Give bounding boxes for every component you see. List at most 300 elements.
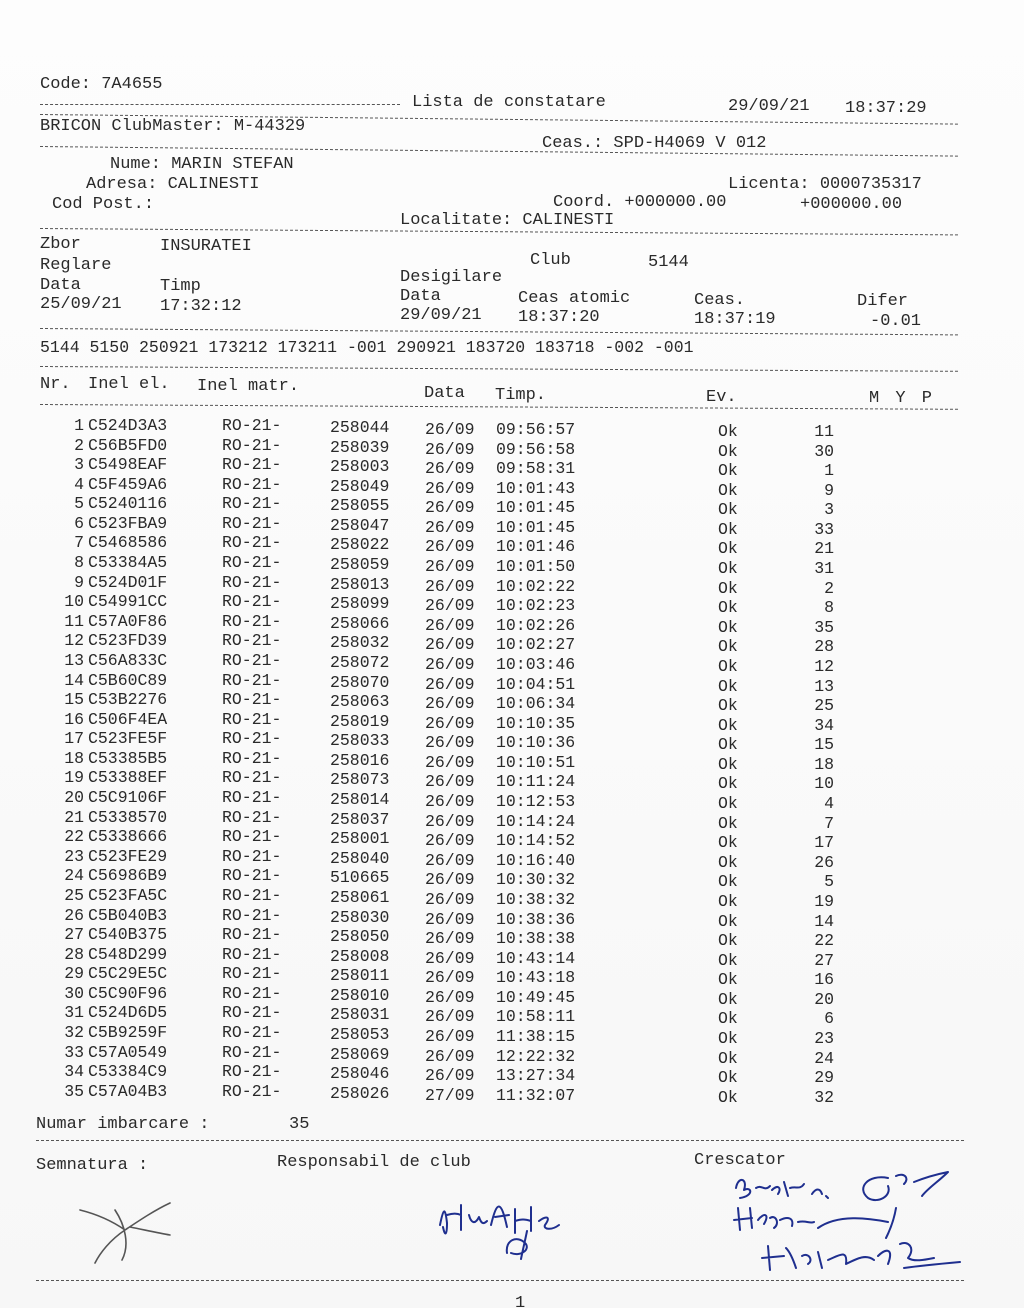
- divider: [40, 104, 400, 105]
- table-row: [0, 866, 1024, 892]
- divider: [36, 1140, 964, 1141]
- position: 18: [814, 754, 834, 774]
- row-number: 26: [64, 905, 84, 925]
- ring-number: 258053: [330, 1024, 390, 1044]
- arrival-date: 26/09: [425, 929, 475, 949]
- electronic-ring: C56B5FD0: [88, 435, 168, 455]
- ring-series: RO-21-: [222, 846, 282, 866]
- ring-series: RO-21-: [222, 768, 282, 788]
- position: 12: [814, 656, 834, 676]
- ring-number: 258044: [330, 418, 390, 437]
- arrival-time: 10:01:43: [496, 478, 576, 498]
- ring-number: 258011: [330, 966, 390, 986]
- locality-label: Localitate: CALINESTI: [400, 211, 615, 230]
- page-number: 1: [515, 1294, 526, 1313]
- row-number: 13: [64, 650, 84, 670]
- arrival-time: 09:56:58: [496, 439, 576, 459]
- ring-number: 258040: [330, 848, 390, 868]
- arrival-time: 11:32:07: [496, 1085, 576, 1105]
- reglare-label: Reglare: [40, 256, 112, 275]
- arrival-date: 26/09: [425, 909, 475, 929]
- ring-series: RO-21-: [222, 905, 282, 925]
- ring-number: 258073: [330, 770, 390, 790]
- ring-number: 258049: [330, 476, 390, 496]
- arrival-time: 10:11:24: [496, 772, 576, 792]
- ring-series: RO-21-: [222, 944, 282, 964]
- position: 5: [824, 872, 834, 892]
- row-number: 35: [64, 1081, 84, 1101]
- row-number: 33: [64, 1042, 84, 1062]
- event-status: Ok: [718, 950, 738, 970]
- electronic-ring: C524D3A3: [88, 416, 168, 435]
- event-status: Ok: [718, 1068, 738, 1088]
- table-row: [0, 611, 1024, 637]
- table-row: [0, 650, 1024, 676]
- event-status: Ok: [718, 422, 738, 441]
- arrival-date: 26/09: [425, 1007, 475, 1027]
- atomic-clock-label: Ceas atomic: [518, 289, 631, 308]
- col-header-inel-el: Inel el.: [88, 375, 170, 394]
- ring-series: RO-21-: [222, 1062, 282, 1082]
- event-status: Ok: [718, 989, 738, 1009]
- ring-series: RO-21-: [222, 788, 282, 808]
- header-date: 29/09/21: [728, 97, 810, 116]
- ring-series: RO-21-: [222, 513, 282, 533]
- table-row: [0, 709, 1024, 735]
- event-status: Ok: [718, 833, 738, 853]
- row-number: 34: [64, 1062, 84, 1082]
- ring-series: RO-21-: [222, 983, 282, 1003]
- row-number: 20: [64, 788, 84, 808]
- ring-number: 258061: [330, 887, 390, 907]
- table-row: [0, 494, 1024, 520]
- arrival-time: 10:02:27: [496, 635, 576, 655]
- arrival-time: 10:02:23: [496, 596, 576, 616]
- position: 23: [814, 1028, 834, 1048]
- position: 32: [814, 1087, 834, 1107]
- row-number: 4: [74, 474, 84, 494]
- clubmaster-label: BRICON ClubMaster: M-44329: [40, 117, 306, 136]
- ring-series: RO-21-: [222, 533, 282, 553]
- event-status: Ok: [718, 676, 738, 696]
- event-status: Ok: [718, 696, 738, 716]
- arrival-date: 26/09: [425, 694, 475, 714]
- event-status: Ok: [718, 637, 738, 657]
- event-status: Ok: [718, 519, 738, 539]
- clock-label: Ceas.: [694, 291, 746, 310]
- event-status: Ok: [718, 559, 738, 579]
- event-status: Ok: [718, 500, 738, 520]
- col-header-nr: Nr.: [40, 375, 71, 394]
- event-status: Ok: [718, 1087, 738, 1107]
- ring-series: RO-21-: [222, 1022, 282, 1042]
- clock-value: 18:37:19: [694, 310, 776, 329]
- row-number: 7: [74, 533, 84, 553]
- table-row: [0, 885, 1024, 911]
- ceas-label: Ceas.: SPD-H4069 V 012: [542, 134, 767, 153]
- difference-label: Difer: [857, 292, 909, 311]
- arrival-date: 26/09: [425, 517, 475, 537]
- row-number: 15: [64, 690, 84, 710]
- position: 35: [814, 617, 834, 637]
- electronic-ring: C53384A5: [88, 553, 168, 573]
- document-title: Lista de constatare: [412, 93, 606, 112]
- event-status: Ok: [718, 1009, 738, 1029]
- row-number: 29: [64, 964, 84, 984]
- electronic-ring: C5498EAF: [88, 455, 168, 475]
- owner-address: Adresa: CALINESTI: [86, 175, 260, 194]
- arrival-time: 10:14:24: [496, 811, 576, 831]
- arrival-date: 26/09: [425, 596, 475, 616]
- ring-series: RO-21-: [222, 611, 282, 631]
- arrival-time: 10:04:51: [496, 674, 576, 694]
- position: 2: [824, 578, 834, 598]
- arrival-time: 10:12:53: [496, 792, 576, 812]
- arrival-time: 10:14:52: [496, 831, 576, 851]
- electronic-ring: C53B2276: [88, 690, 168, 710]
- electronic-ring: C53384C9: [88, 1062, 168, 1082]
- event-status: Ok: [718, 617, 738, 637]
- arrival-date: 26/09: [425, 1046, 475, 1066]
- arrival-time: 10:30:32: [496, 870, 576, 890]
- ring-series: RO-21-: [222, 827, 282, 847]
- ring-number: 258069: [330, 1044, 390, 1064]
- event-status: Ok: [718, 891, 738, 911]
- event-status: Ok: [718, 931, 738, 951]
- row-number: 18: [64, 748, 84, 768]
- table-row: [0, 1003, 1024, 1029]
- owner-name: Nume: MARIN STEFAN: [110, 155, 294, 174]
- event-status: Ok: [718, 813, 738, 833]
- ring-number: 258033: [330, 731, 390, 751]
- ring-series: RO-21-: [222, 748, 282, 768]
- table-row: [0, 788, 1024, 814]
- ring-number: 258019: [330, 711, 390, 731]
- arrival-time: 10:06:34: [496, 694, 576, 714]
- event-status: Ok: [718, 794, 738, 814]
- postal-code-label: Cod Post.:: [52, 195, 155, 214]
- electronic-ring: C53388EF: [88, 768, 168, 788]
- row-number: 32: [64, 1022, 84, 1042]
- table-row: [0, 983, 1024, 1009]
- club-responsible-signature: [435, 1185, 595, 1265]
- divider: [40, 328, 958, 335]
- position: 8: [824, 598, 834, 618]
- signature-label: Semnatura :: [36, 1156, 149, 1175]
- flight-label: Zbor: [40, 235, 81, 254]
- arrival-time: 10:02:22: [496, 576, 576, 596]
- electronic-ring: C524D01F: [88, 572, 168, 592]
- row-number: 8: [74, 553, 84, 573]
- electronic-ring: C523FD39: [88, 631, 168, 651]
- table-row: [0, 533, 1024, 559]
- col-header-inel-matr: Inel matr.: [197, 377, 300, 396]
- electronic-ring: C540B375: [88, 925, 168, 945]
- table-row: [0, 827, 1024, 853]
- arrival-date: 26/09: [425, 459, 475, 479]
- arrival-time: 10:01:45: [496, 498, 576, 518]
- arrival-time: 10:01:45: [496, 517, 576, 537]
- position: 14: [814, 911, 834, 931]
- table-row: [0, 435, 1024, 461]
- electronic-ring: C5468586: [88, 533, 168, 553]
- arrival-date: 26/09: [425, 576, 475, 596]
- electronic-ring: C5F459A6: [88, 474, 168, 494]
- electronic-ring: C57A0549: [88, 1042, 168, 1062]
- position: 17: [814, 833, 834, 853]
- table-row: [0, 416, 1024, 441]
- arrival-date: 26/09: [425, 792, 475, 812]
- arrival-time: 12:22:32: [496, 1046, 576, 1066]
- arrival-time: 09:56:57: [496, 420, 576, 439]
- arrival-time: 10:02:26: [496, 615, 576, 635]
- ring-number: 258037: [330, 809, 390, 829]
- arrival-date: 26/09: [425, 752, 475, 772]
- arrival-date: 26/09: [425, 557, 475, 577]
- numar-imbarcare-label: Numar imbarcare :: [36, 1115, 210, 1134]
- position: 20: [814, 989, 834, 1009]
- ring-series: RO-21-: [222, 474, 282, 494]
- arrival-time: 10:43:14: [496, 948, 576, 968]
- arrival-date: 26/09: [425, 537, 475, 557]
- divider: [40, 366, 958, 372]
- electronic-ring: C57A0F86: [88, 611, 168, 631]
- electronic-ring: C523FE29: [88, 846, 168, 866]
- event-status: Ok: [718, 970, 738, 990]
- position: 34: [814, 715, 834, 735]
- electronic-ring: C5B60C89: [88, 670, 168, 690]
- position: 19: [814, 891, 834, 911]
- flight-value: INSURATEI: [160, 237, 252, 256]
- ring-series: RO-21-: [222, 729, 282, 749]
- arrival-time: 10:01:50: [496, 557, 576, 577]
- ring-series: RO-21-: [222, 925, 282, 945]
- desigilare-label: Desigilare: [400, 268, 503, 287]
- ring-number: 258022: [330, 535, 390, 555]
- ring-number: 258059: [330, 555, 390, 575]
- reglare-timp-label: Timp: [160, 277, 201, 296]
- event-status: Ok: [718, 852, 738, 872]
- electronic-ring: C524D6D5: [88, 1003, 168, 1023]
- table-row: [0, 846, 1024, 872]
- coordinates-value: +000000.00: [800, 195, 903, 214]
- ring-series: RO-21-: [222, 650, 282, 670]
- electronic-ring: C56986B9: [88, 866, 168, 886]
- position: 22: [814, 931, 834, 951]
- position: 28: [814, 637, 834, 657]
- electronic-ring: C57A04B3: [88, 1081, 168, 1101]
- position: 21: [814, 539, 834, 559]
- ring-number: 258013: [330, 574, 390, 594]
- arrival-date: 26/09: [425, 811, 475, 831]
- difference-value: -0.01: [870, 312, 922, 331]
- row-number: 22: [64, 827, 84, 847]
- ring-series: RO-21-: [222, 455, 282, 475]
- row-number: 21: [64, 807, 84, 827]
- arrival-date: 26/09: [425, 615, 475, 635]
- arrival-date: 26/09: [425, 420, 475, 439]
- event-status: Ok: [718, 480, 738, 500]
- table-row: [0, 631, 1024, 657]
- arrival-date: 27/09: [425, 1085, 475, 1105]
- event-status: Ok: [718, 441, 738, 461]
- row-number: 2: [74, 435, 84, 455]
- arrival-date: 26/09: [425, 987, 475, 1007]
- electronic-ring: C5C90F96: [88, 983, 168, 1003]
- ring-series: RO-21-: [222, 572, 282, 592]
- ring-number: 258016: [330, 750, 390, 770]
- electronic-ring: C523FE5F: [88, 729, 168, 749]
- arrival-time: 10:38:32: [496, 889, 576, 909]
- row-number: 27: [64, 925, 84, 945]
- ring-number: 258030: [330, 907, 390, 927]
- ring-number: 258099: [330, 594, 390, 614]
- row-number: 6: [74, 513, 84, 533]
- signature-mark: [70, 1185, 180, 1265]
- arrival-date: 26/09: [425, 889, 475, 909]
- row-number: 16: [64, 709, 84, 729]
- event-status: Ok: [718, 539, 738, 559]
- table-row: [0, 905, 1024, 931]
- electronic-ring: C5B040B3: [88, 905, 168, 925]
- arrival-date: 26/09: [425, 635, 475, 655]
- event-status: Ok: [718, 578, 738, 598]
- table-row: [0, 1062, 1024, 1088]
- table-row: [0, 1022, 1024, 1048]
- atomic-clock-value: 18:37:20: [518, 308, 600, 327]
- position: 24: [814, 1048, 834, 1068]
- table-row: [0, 1081, 1024, 1107]
- position: 1: [824, 461, 834, 481]
- table-row: [0, 572, 1024, 598]
- electronic-ring: C53385B5: [88, 748, 168, 768]
- ring-series: RO-21-: [222, 631, 282, 651]
- reglare-data-label: Data: [40, 276, 81, 295]
- arrival-date: 26/09: [425, 674, 475, 694]
- event-status: Ok: [718, 461, 738, 481]
- table-row: [0, 1042, 1024, 1068]
- ring-number: 258026: [330, 1083, 390, 1103]
- ring-number: 258039: [330, 437, 390, 457]
- ring-number: 258072: [330, 652, 390, 672]
- table-row: [0, 513, 1024, 539]
- row-number: 25: [64, 885, 84, 905]
- table-row: [0, 729, 1024, 755]
- row-number: 11: [64, 611, 84, 631]
- ring-number: 258055: [330, 496, 390, 516]
- position: 31: [814, 559, 834, 579]
- row-number: 31: [64, 1003, 84, 1023]
- ring-series: RO-21-: [222, 885, 282, 905]
- code-line: 5144 5150 250921 173212 173211 -001 290921 183720 183718 -002 -001: [40, 338, 694, 357]
- arrival-date: 26/09: [425, 850, 475, 870]
- ring-series: RO-21-: [222, 494, 282, 514]
- ring-number: 510665: [330, 868, 390, 888]
- arrival-date: 26/09: [425, 439, 475, 459]
- electronic-ring: C5338570: [88, 807, 168, 827]
- electronic-ring: C5338666: [88, 827, 168, 847]
- arrival-date: 26/09: [425, 1066, 475, 1086]
- position: 15: [814, 735, 834, 755]
- ring-series: RO-21-: [222, 709, 282, 729]
- position: 6: [824, 1009, 834, 1029]
- ring-series: RO-21-: [222, 416, 282, 435]
- electronic-ring: C506F4EA: [88, 709, 168, 729]
- arrival-time: 10:38:36: [496, 909, 576, 929]
- position: 25: [814, 696, 834, 716]
- ring-series: RO-21-: [222, 1081, 282, 1101]
- col-header-data: Data: [424, 384, 465, 403]
- arrival-time: 10:16:40: [496, 850, 576, 870]
- event-status: Ok: [718, 735, 738, 755]
- event-status: Ok: [718, 872, 738, 892]
- position: 26: [814, 852, 834, 872]
- electronic-ring: C523FBA9: [88, 513, 168, 533]
- table-row: [0, 690, 1024, 716]
- arrival-time: 10:43:18: [496, 968, 576, 988]
- electronic-ring: C5240116: [88, 494, 168, 514]
- table-row: [0, 455, 1024, 481]
- row-number: 10: [64, 592, 84, 612]
- row-number: 5: [74, 494, 84, 514]
- ring-series: RO-21-: [222, 964, 282, 984]
- ring-number: 258032: [330, 633, 390, 653]
- electronic-ring: C54991CC: [88, 592, 168, 612]
- position: 4: [824, 794, 834, 814]
- ring-series: RO-21-: [222, 866, 282, 886]
- event-status: Ok: [718, 1028, 738, 1048]
- row-number: 24: [64, 866, 84, 886]
- desigilare-date: 29/09/21: [400, 306, 482, 325]
- table-row: [0, 748, 1024, 774]
- row-number: 23: [64, 846, 84, 866]
- desigilare-data-label: Data: [400, 287, 441, 306]
- row-number: 9: [74, 572, 84, 592]
- row-number: 28: [64, 944, 84, 964]
- position: 27: [814, 950, 834, 970]
- row-number: 12: [64, 631, 84, 651]
- arrival-time: 10:10:51: [496, 752, 576, 772]
- electronic-ring: C523FA5C: [88, 885, 168, 905]
- row-number: 30: [64, 983, 84, 1003]
- ring-number: 258008: [330, 946, 390, 966]
- table-row: [0, 553, 1024, 579]
- ring-series: RO-21-: [222, 670, 282, 690]
- position: 3: [824, 500, 834, 520]
- ring-number: 258050: [330, 927, 390, 947]
- table-row: [0, 592, 1024, 618]
- arrival-date: 26/09: [425, 478, 475, 498]
- ring-number: 258063: [330, 692, 390, 712]
- electronic-ring: C56A833C: [88, 650, 168, 670]
- col-header-ev: Ev.: [706, 388, 737, 407]
- position: 33: [814, 519, 834, 539]
- row-number: 19: [64, 768, 84, 788]
- electronic-ring: C548D299: [88, 944, 168, 964]
- table-row: [0, 474, 1024, 500]
- ring-number: 258001: [330, 829, 390, 849]
- table-row: [0, 925, 1024, 951]
- arrival-time: 10:03:46: [496, 654, 576, 674]
- row-number: 1: [74, 416, 84, 435]
- arrival-time: 10:10:36: [496, 733, 576, 753]
- arrival-date: 26/09: [425, 831, 475, 851]
- arrival-time: 13:27:34: [496, 1066, 576, 1086]
- numar-imbarcare-value: 35: [289, 1115, 310, 1134]
- arrival-time: 10:49:45: [496, 987, 576, 1007]
- position: 10: [814, 774, 834, 794]
- position: 29: [814, 1068, 834, 1088]
